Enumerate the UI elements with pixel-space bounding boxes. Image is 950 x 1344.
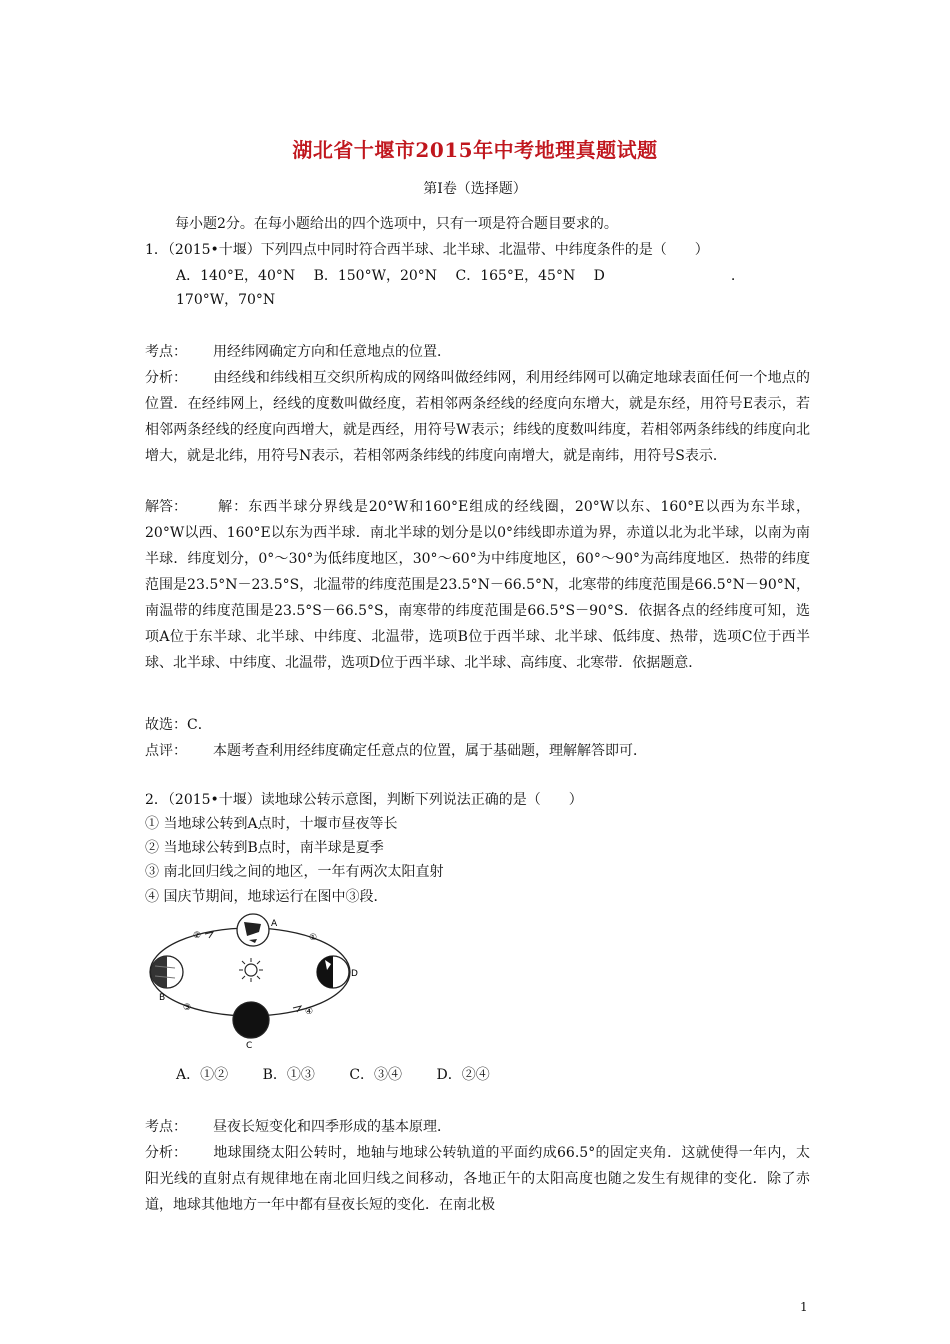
q2-option-b: B．①③ <box>262 1067 315 1083</box>
q1-stem: 1．（2015•十堰）下列四点中同时符合西半球、北半球、北温带、中纬度条件的是（ ） <box>145 242 709 258</box>
q2-kaodian <box>145 1114 810 1140</box>
fenxi-label: 分析： <box>145 1145 187 1161</box>
earth-revolution-figure <box>143 912 365 1050</box>
fenxi-label: 分析： <box>145 370 187 386</box>
q2-fenxi <box>145 1140 810 1218</box>
earth-position-c <box>233 1002 269 1038</box>
fenxi-text: 地球围绕太阳公转时，地轴与地球公转轨道的平面约成66.5°的固定夹角．这就使得一年内，太阳光线的直射点有规律地在南北回归线之间移动，各地正午的太阳高度也随之发生有规律的变化．除了赤道，地球其他地方一年中都有昼夜长短的变化．在南北极 <box>145 1145 810 1213</box>
dianping-text: 本题考查利用经纬度确定任意点的位置，属于基础题，理解解答即可． <box>213 743 647 759</box>
jieda-label: 解答： <box>145 499 187 515</box>
q2-stem: 2．（2015•十堰）读地球公转示意图，判断下列说法正确的是（ ） <box>145 792 583 808</box>
page-title: 湖北省十堰市2015年中考地理真题试题 <box>292 138 658 162</box>
q2-options <box>176 1064 520 1084</box>
kaodian-text: 用经纬网确定方向和任意地点的位置． <box>213 344 451 360</box>
q1-options-line2: 170°W，70°N <box>176 292 276 308</box>
instruction-text: 每小题2分。在每小题给出的四个选项中，只有一项是符合题目要求的。 <box>175 216 618 232</box>
earth-position-a <box>237 914 269 946</box>
q2-option-c: C．③④ <box>349 1067 403 1083</box>
label-a: A <box>271 919 278 929</box>
kaodian-text: 昼夜长短变化和四季形成的基本原理． <box>213 1119 451 1135</box>
q1-kaodian <box>145 339 810 365</box>
q2-option-a: A．①② <box>176 1067 229 1083</box>
q2-statement-3: ③ 南北回归线之间的地区，一年有两次太阳直射 <box>145 864 444 880</box>
kaodian-label: 考点： <box>145 344 187 360</box>
q2-statement-2: ② 当地球公转到B点时，南半球是夏季 <box>145 840 384 856</box>
earth-position-b <box>151 956 183 988</box>
q1-jieda <box>145 494 810 676</box>
fenxi-text: 由经线和纬线相互交织所构成的网络叫做经纬网，利用经纬网可以确定地球表面任何一个地点的位置．在经纬网上，经线的度数叫做经度，若相邻两条经线的经度向东增大，就是东经，用符号E表示，若相邻两条经线的经度向西增大，就是西经，用符号W表示；纬线的度数叫纬度，若相邻两条纬线的纬度向北增大，就是北纬，用符号N表示，若相邻两条纬线的纬度向南增大，就是南纬，用符号S表示． <box>145 370 810 464</box>
q1-options-line1: A．140°E，40°N B．150°W，20°N C．165°E，45°N D . <box>176 268 736 284</box>
q1-answer: 故选：C． <box>145 717 212 733</box>
q1-fenxi <box>145 365 810 469</box>
sun-icon <box>239 958 263 982</box>
q1-dianping <box>145 738 810 764</box>
q2-statement-4: ④ 国庆节期间，地球运行在图中③段． <box>145 889 388 905</box>
jieda-text: 解：东西半球分界线是20°W和160°E组成的经线圈，20°W以东、160°E以西为东半球，20°W以西、160°E以东为西半球．南北半球的划分是以0°纬线即赤道为界，赤道以北为北半球，以南为南半球．纬度划分，0°～30°为低纬度地区，30°～60°为中纬度地区，60°～90°为高纬度地区．热带的纬度范围是23.5°N－23.5°S，北温带的纬度范围是23.5°N－66.5°N，北寒带的纬度范围是66.5°N－90°N，南温带的纬度范围是23.5°S－66.5°S，南寒带的纬度范围是66.5°S－90°S．依据各点的经纬度可知，选项A位于东半球、北半球、中纬度、北温带，选项B位于西半球、北半球、低纬度、热带，选项C位于西半球、北半球、中纬度、北温带，选项D位于西半球、北半球、高纬度、北寒带．依据题意． <box>145 499 810 671</box>
label-d: D <box>351 969 358 979</box>
label-b: B <box>159 993 166 1003</box>
label-c: C <box>246 1041 253 1050</box>
q2-statement-1: ① 当地球公转到A点时，十堰市昼夜等长 <box>145 816 398 832</box>
kaodian-label: 考点： <box>145 1119 187 1135</box>
segment-4-label: ④ <box>305 1007 314 1017</box>
q2-option-d: D．②④ <box>436 1067 490 1083</box>
section-subtitle: 第Ⅰ卷（选择题） <box>423 181 527 197</box>
segment-2-label: ② <box>193 931 202 941</box>
segment-3-label: ③ <box>183 1003 192 1013</box>
segment-1-label: ① <box>309 933 318 943</box>
dianping-label: 点评： <box>145 743 187 759</box>
earth-position-d <box>317 956 349 988</box>
page-number: 1 <box>800 1300 808 1314</box>
